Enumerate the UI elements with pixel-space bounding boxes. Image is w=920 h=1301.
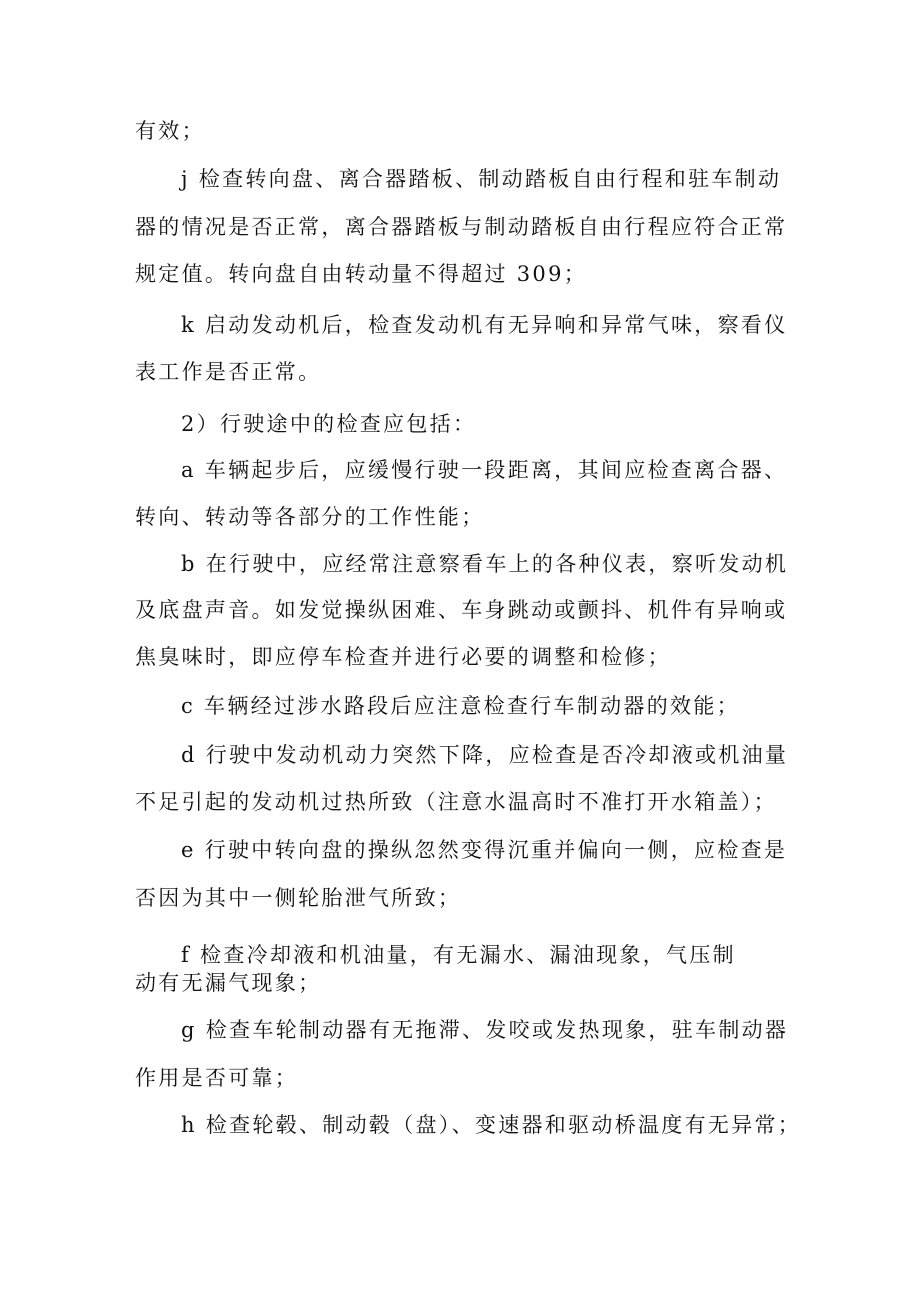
text-line: j 检查转向盘、离合器踏板、制动踏板自由行程和驻车制动 — [181, 167, 782, 191]
text-line: 转向、转动等各部分的工作性能； — [135, 505, 485, 529]
text-line: a 车辆起步后，应缓慢行驶一段距离，其间应检查离合器、 — [181, 458, 788, 482]
text-line: 不足引起的发动机过热所致（注意水温高时不准打开水箱盖）； — [135, 790, 777, 814]
text-line: 有效； — [135, 119, 205, 143]
text-line: 表工作是否正常。 — [135, 360, 322, 384]
text-line: k 启动发动机后，检查发动机有无异响和异常气味，察看仪 — [181, 313, 788, 337]
text-line: 动有无漏气现象； — [135, 971, 322, 995]
text-line: 器的情况是否正常，离合器踏板与制动踏板自由行程应符合正常 — [135, 215, 788, 239]
text-line: 否因为其中一侧轮胎泄气所致； — [135, 886, 462, 910]
text-line: 及底盘声音。如发觉操纵困难、车身跳动或颤抖、机件有异响或 — [135, 598, 788, 622]
text-line: 作用是否可靠； — [135, 1066, 299, 1090]
text-line: b 在行驶中，应经常注意察看车上的各种仪表，察听发动机 — [181, 552, 789, 576]
text-line: f 检查冷却液和机油量，有无漏水、漏油现象，气压制 — [181, 943, 736, 967]
text-line: e 行驶中转向盘的操纵忽然变得沉重并偏向一侧，应检查是 — [181, 838, 788, 862]
text-line: 2）行驶途中的检查应包括： — [181, 412, 477, 436]
text-line: g 检查车轮制动器有无拖滞、发咬或发热现象，驻车制动器 — [181, 1018, 789, 1042]
text-line: d 行驶中发动机动力突然下降，应检查是否冷却液或机油量 — [181, 743, 789, 767]
text-line: 焦臭味时，即应停车检查并进行必要的调整和检修； — [135, 645, 671, 669]
text-line: c 车辆经过涉水路段后应注意检查行车制动器的效能； — [181, 694, 740, 718]
text-line: h 检查轮毂、制动毂（盘）、变速器和驱动桥温度有无异常； — [181, 1113, 802, 1137]
text-line: 规定值。转向盘自由转动量不得超过 309； — [135, 262, 588, 286]
